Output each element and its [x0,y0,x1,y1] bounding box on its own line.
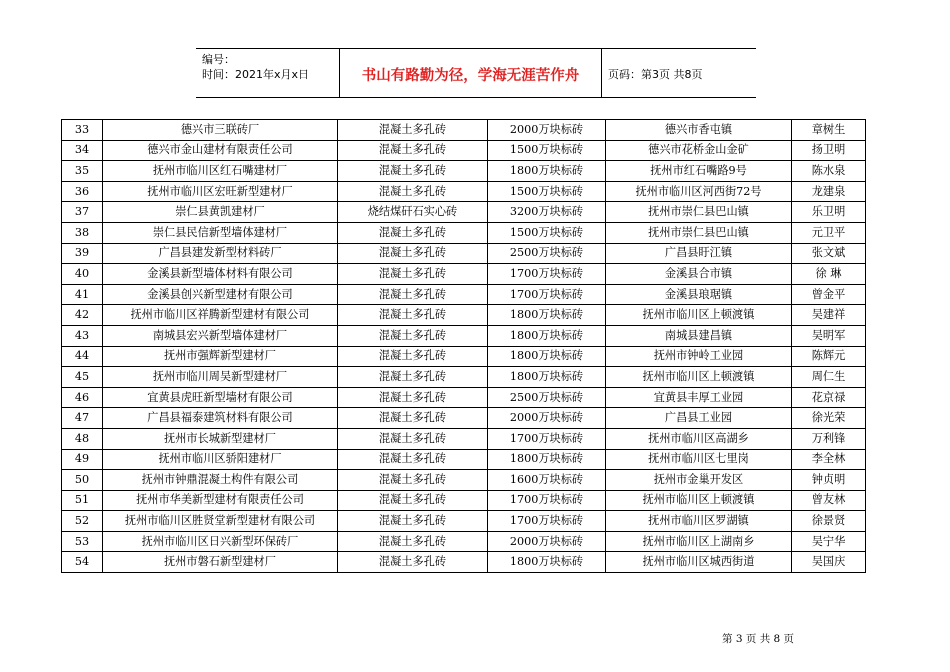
header-meta [196,49,340,97]
header-motto: 书山有路勤为径，学海无涯苦作舟 [340,49,602,97]
capacity-cell: 1800万块标砖 [488,325,606,346]
address-cell: 抚州市钟岭工业园 [606,346,792,367]
contact-person-cell: 吴宁华 [792,531,866,552]
row-number-cell: 38 [62,222,103,243]
contact-person-cell: 徐 琳 [792,264,866,285]
contact-person-cell: 万利锋 [792,428,866,449]
company-name-cell: 抚州市长城新型建材厂 [103,428,338,449]
company-name-cell: 抚州市临川区日兴新型环保砖厂 [103,531,338,552]
company-name-cell: 宜黄县虎旺新型墙材有限公司 [103,387,338,408]
product-type-cell: 混凝土多孔砖 [338,490,488,511]
company-name-cell: 抚州市强辉新型建材厂 [103,346,338,367]
capacity-cell: 1700万块标砖 [488,428,606,449]
address-cell: 抚州市临川区罗湖镇 [606,511,792,532]
table-row [62,140,866,161]
product-type-cell: 混凝土多孔砖 [338,181,488,202]
contact-person-cell: 扬卫明 [792,140,866,161]
table-row [62,346,866,367]
product-type-cell: 混凝土多孔砖 [338,428,488,449]
row-number-cell: 42 [62,305,103,326]
company-name-cell: 抚州市华美新型建材有限责任公司 [103,490,338,511]
company-name-cell: 崇仁县黄凯建材厂 [103,202,338,223]
company-name-cell: 广昌县福泰建筑材料有限公司 [103,408,338,429]
address-cell: 抚州市临川区上顿渡镇 [606,305,792,326]
row-number-cell: 37 [62,202,103,223]
company-name-cell: 金溪县新型墙体材料有限公司 [103,264,338,285]
table-row [62,367,866,388]
contact-person-cell: 周仁生 [792,367,866,388]
contact-person-cell: 吴明军 [792,325,866,346]
contact-person-cell: 张文斌 [792,243,866,264]
product-type-cell: 混凝土多孔砖 [338,387,488,408]
contact-person-cell: 花京禄 [792,387,866,408]
row-number-cell: 53 [62,531,103,552]
product-type-cell: 烧结煤矸石实心砖 [338,202,488,223]
contact-person-cell: 乐卫明 [792,202,866,223]
row-number-cell: 35 [62,161,103,182]
capacity-cell: 2500万块标砖 [488,243,606,264]
contact-person-cell: 吴国庆 [792,552,866,573]
page-footer: 第 3 页 共 8 页 [722,633,795,645]
contact-person-cell: 徐景贤 [792,511,866,532]
row-number-cell: 41 [62,284,103,305]
capacity-cell: 1500万块标砖 [488,181,606,202]
table-row [62,387,866,408]
product-type-cell: 混凝土多孔砖 [338,325,488,346]
contact-person-cell: 徐光荣 [792,408,866,429]
company-name-cell: 崇仁县民信新型墙体建材厂 [103,222,338,243]
page-header [196,48,756,98]
product-type-cell: 混凝土多孔砖 [338,222,488,243]
address-cell: 金溪县琅琚镇 [606,284,792,305]
capacity-cell: 3200万块标砖 [488,202,606,223]
address-cell: 抚州市临川区上顿渡镇 [606,367,792,388]
address-cell: 广昌县工业园 [606,408,792,429]
row-number-cell: 43 [62,325,103,346]
product-type-cell: 混凝土多孔砖 [338,161,488,182]
address-cell: 南城县建昌镇 [606,325,792,346]
row-number-cell: 48 [62,428,103,449]
contact-person-cell: 章树生 [792,120,866,141]
capacity-cell: 1500万块标砖 [488,140,606,161]
address-cell: 抚州市红石嘴路9号 [606,161,792,182]
capacity-cell: 1800万块标砖 [488,161,606,182]
address-cell: 抚州市临川区城西街道 [606,552,792,573]
company-name-cell: 金溪县创兴新型建材有限公司 [103,284,338,305]
company-name-cell: 抚州市临川区红石嘴建材厂 [103,161,338,182]
address-cell: 宜黄县丰厚工业园 [606,387,792,408]
address-cell: 金溪县合市镇 [606,264,792,285]
company-name-cell: 抚州市临川周吴新型建材厂 [103,367,338,388]
product-type-cell: 混凝土多孔砖 [338,531,488,552]
row-number-cell: 49 [62,449,103,470]
capacity-cell: 1800万块标砖 [488,449,606,470]
table-row [62,243,866,264]
capacity-cell: 2500万块标砖 [488,387,606,408]
row-number-cell: 34 [62,140,103,161]
address-cell: 抚州市临川区上湖南乡 [606,531,792,552]
capacity-cell: 1700万块标砖 [488,264,606,285]
capacity-cell: 1800万块标砖 [488,552,606,573]
company-name-cell: 南城县宏兴新型墙体建材厂 [103,325,338,346]
time-label: 时间：2021年x月x日 [202,68,310,81]
product-type-cell: 混凝土多孔砖 [338,140,488,161]
product-type-cell: 混凝土多孔砖 [338,449,488,470]
company-name-cell: 抚州市钟鼎混凝土构件有限公司 [103,470,338,491]
company-name-cell: 抚州市临川区祥腾新型建材有限公司 [103,305,338,326]
address-cell: 抚州市崇仁县巴山镇 [606,202,792,223]
product-type-cell: 混凝土多孔砖 [338,511,488,532]
table-row [62,325,866,346]
address-cell: 德兴市香屯镇 [606,120,792,141]
table-row [62,408,866,429]
product-type-cell: 混凝土多孔砖 [338,346,488,367]
capacity-cell: 1800万块标砖 [488,346,606,367]
row-number-cell: 47 [62,408,103,429]
contact-person-cell: 龙建泉 [792,181,866,202]
table-row [62,305,866,326]
product-type-cell: 混凝土多孔砖 [338,243,488,264]
table-row [62,470,866,491]
table-row [62,264,866,285]
row-number-cell: 39 [62,243,103,264]
capacity-cell: 1600万块标砖 [488,470,606,491]
row-number-cell: 50 [62,470,103,491]
capacity-cell: 1800万块标砖 [488,367,606,388]
product-type-cell: 混凝土多孔砖 [338,408,488,429]
enterprise-table [61,119,866,573]
capacity-cell: 2000万块标砖 [488,531,606,552]
product-type-cell: 混凝土多孔砖 [338,264,488,285]
row-number-cell: 45 [62,367,103,388]
product-type-cell: 混凝土多孔砖 [338,305,488,326]
address-cell: 德兴市花桥金山金矿 [606,140,792,161]
table-row [62,161,866,182]
row-number-cell: 33 [62,120,103,141]
product-type-cell: 混凝土多孔砖 [338,552,488,573]
table-row [62,120,866,141]
product-type-cell: 混凝土多孔砖 [338,367,488,388]
capacity-cell: 1800万块标砖 [488,305,606,326]
row-number-cell: 52 [62,511,103,532]
capacity-cell: 2000万块标砖 [488,408,606,429]
table-row [62,284,866,305]
table-row [62,511,866,532]
company-name-cell: 广昌县建发新型材料砖厂 [103,243,338,264]
contact-person-cell: 陈辉元 [792,346,866,367]
address-cell: 抚州市临川区七里岗 [606,449,792,470]
capacity-cell: 1500万块标砖 [488,222,606,243]
number-label: 编号： [202,53,235,66]
table-row [62,222,866,243]
address-cell: 抚州市崇仁县巴山镇 [606,222,792,243]
table-row [62,181,866,202]
capacity-cell: 1700万块标砖 [488,284,606,305]
company-name-cell: 抚州市临川区宏旺新型建材厂 [103,181,338,202]
table-row [62,531,866,552]
capacity-cell: 2000万块标砖 [488,120,606,141]
contact-person-cell: 元卫平 [792,222,866,243]
table-body [62,120,866,573]
row-number-cell: 40 [62,264,103,285]
contact-person-cell: 曾友林 [792,490,866,511]
address-cell: 抚州市金巢开发区 [606,470,792,491]
row-number-cell: 51 [62,490,103,511]
table-row [62,428,866,449]
table-row [62,490,866,511]
table-row [62,202,866,223]
company-name-cell: 抚州市磐石新型建材厂 [103,552,338,573]
contact-person-cell: 李全林 [792,449,866,470]
row-number-cell: 46 [62,387,103,408]
product-type-cell: 混凝土多孔砖 [338,120,488,141]
row-number-cell: 54 [62,552,103,573]
product-type-cell: 混凝土多孔砖 [338,284,488,305]
capacity-cell: 1700万块标砖 [488,511,606,532]
company-name-cell: 抚州市临川区骄阳建材厂 [103,449,338,470]
address-cell: 抚州市临川区高湖乡 [606,428,792,449]
capacity-cell: 1700万块标砖 [488,490,606,511]
address-cell: 抚州市临川区河西街72号 [606,181,792,202]
header-page-label: 页码：第3页 共8页 [608,68,703,81]
contact-person-cell: 吴建祥 [792,305,866,326]
address-cell: 广昌县盱江镇 [606,243,792,264]
contact-person-cell: 钟贞明 [792,470,866,491]
product-type-cell: 混凝土多孔砖 [338,470,488,491]
company-name-cell: 抚州市临川区胜贤堂新型建材有限公司 [103,511,338,532]
address-cell: 抚州市临川区上顿渡镇 [606,490,792,511]
contact-person-cell: 曾金平 [792,284,866,305]
contact-person-cell: 陈水泉 [792,161,866,182]
company-name-cell: 德兴市三联砖厂 [103,120,338,141]
table-row [62,449,866,470]
table-row [62,552,866,573]
company-name-cell: 德兴市金山建材有限责任公司 [103,140,338,161]
row-number-cell: 44 [62,346,103,367]
row-number-cell: 36 [62,181,103,202]
